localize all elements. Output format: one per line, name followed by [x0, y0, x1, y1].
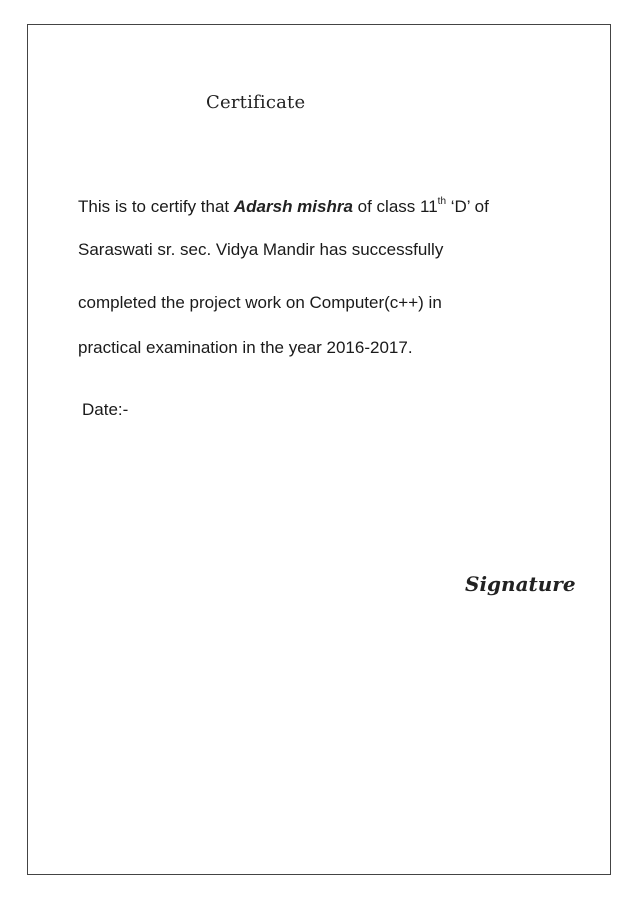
- signature-label: Signature: [465, 572, 576, 596]
- student-name: Adarsh mishra: [233, 197, 353, 216]
- certificate-line-3: completed the project work on Computer(c++) in: [78, 293, 442, 312]
- class-superscript: th: [437, 196, 447, 207]
- line1-prefix: This is to certify that: [78, 197, 234, 216]
- certificate-line-1: [78, 197, 489, 217]
- certificate-line-2: Saraswati sr. sec. Vidya Mandir has successfully: [78, 240, 444, 259]
- certificate-title: Certificate: [206, 92, 306, 113]
- line1-mid: of class 11: [352, 197, 438, 216]
- certificate-line-4: practical examination in the year 2016-2017.: [78, 338, 413, 357]
- line1-suffix: ‘D’ of: [446, 197, 489, 216]
- certificate-border: [27, 24, 611, 875]
- date-label: Date:-: [82, 400, 129, 419]
